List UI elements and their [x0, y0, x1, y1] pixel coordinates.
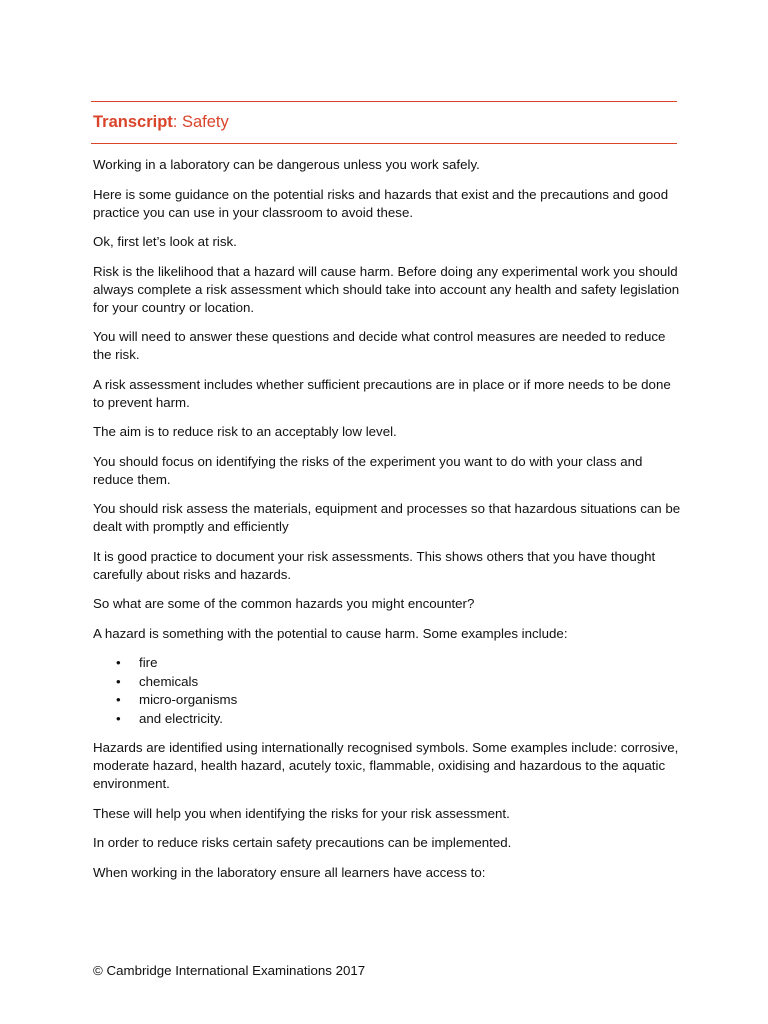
hazard-list [93, 654, 683, 728]
paragraph: You should risk assess the materials, equipment and processes so that hazardous situations can be dealt with promptly and efficiently [93, 501, 681, 534]
list-item-text: micro-organisms [139, 692, 238, 707]
paragraph: Risk is the likelihood that a hazard will cause harm. Before doing any experimental work you should always complete a risk assessment which should take into account any health and safety legislation for your country or location. [93, 263, 680, 315]
transcript-body [93, 156, 683, 893]
copyright-footer: © Cambridge International Examinations 2017 [93, 963, 366, 978]
list-item-text: chemicals [139, 673, 199, 689]
paragraph: In order to reduce risks certain safety precautions can be implemented. [93, 835, 512, 850]
page-title [93, 113, 229, 132]
paragraph: You will need to answer these questions and decide what control measures are needed to reduce the risk. [93, 329, 666, 362]
paragraph: Working in a laboratory can be dangerous unless you work safely. [93, 157, 480, 172]
paragraph: Hazards are identified using internationally recognised symbols. Some examples include: corrosive, moderate hazard, health hazard, acutely toxic, flammable, oxidising and hazardous to the aquatic environment. [93, 740, 679, 791]
paragraph: The aim is to reduce risk to an acceptably low level. [93, 424, 397, 439]
paragraph: A risk assessment includes whether sufficient precautions are in place or if more needs to be done to prevent harm. [93, 376, 671, 410]
bullet-icon: • [116, 710, 121, 726]
title-bold-part: Transcript [93, 113, 173, 131]
bullet-icon: • [116, 692, 121, 707]
paragraph: You should focus on identifying the risks of the experiment you want to do with your class and reduce them. [93, 453, 643, 487]
paragraph: So what are some of the common hazards you might encounter? [93, 596, 475, 611]
paragraph: When working in the laboratory ensure all learners have access to: [93, 864, 486, 880]
paragraph: It is good practice to document your risk assessments. This shows others that you have thought carefully about risks and hazards. [93, 548, 656, 582]
paragraph: Here is some guidance on the potential risks and hazards that exist and the precautions and good practice you can use in your classroom to avoid these. [93, 186, 669, 220]
list-item [93, 691, 683, 710]
title-rest-part: : Safety [172, 113, 229, 131]
bullet-icon: • [116, 655, 121, 670]
bullet-icon: • [116, 673, 121, 689]
list-item-text: and electricity. [139, 710, 224, 726]
paragraph: Ok, first let’s look at risk. [93, 234, 237, 249]
paragraph: These will help you when identifying the risks for your risk assessment. [93, 805, 510, 821]
list-item-text: fire [139, 655, 158, 670]
paragraph: A hazard is something with the potential to cause harm. Some examples include: [93, 625, 568, 641]
document-header [91, 101, 677, 144]
list-item [93, 654, 683, 673]
list-item [93, 710, 683, 729]
list-item [93, 673, 683, 692]
